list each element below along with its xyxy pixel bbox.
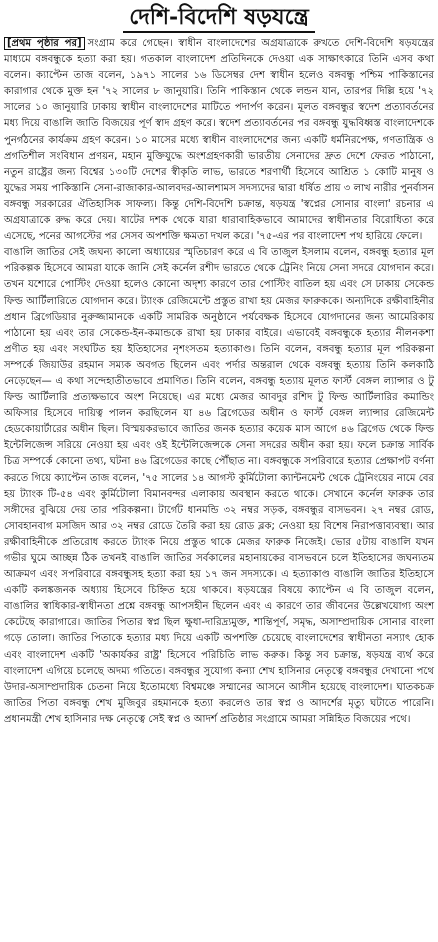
- paragraph-1-text: সংগ্রাম করে গেছেন। স্বাধীন বাংলাদেশের অগ্রযাত্রাকে রুখতে দেশি-বিদেশি ষড়যন্ত্রের মাধ্যমে বঙ্গবন্ধুকে হত্যা করা হয়। গতকাল বাংলাদেশ প্রতিদিনকে দেওয়া এক সাক্ষাৎকারে তিনি এসব কথা বলেন। ক্যাপ্টেন তাজ বলেন, ১৯৭১ সালের ১৬ ডিসেম্বর দেশ স্বাধীন হলেও বঙ্গবন্ধু পশ্চিম পাকিস্তানের কারাগার থেকে মুক্ত হন '৭২ সালের ৮ জানুয়ারি। তিনি পাকিস্তান থেকে লন্ডন যান, তারপর দিল্লি হয়ে '৭২ সালের ১০ জানুয়ারি ঢাকায় স্বাধীন বাংলাদেশের মাটিতে পদার্পণ করেন। মূলত বঙ্গবন্ধুর স্বদেশ প্রত্যাবর্তনের মধ্য দিয়ে বাঙালি জাতি বিজয়ের পূর্ণ স্বাদ গ্রহণ করে। স্বদেশ প্রত্যাবর্তনের পর বঙ্গবন্ধু যুদ্ধবিধ্বস্ত বাংলাদেশকে পুনর্গঠনের কার্যক্রম গ্রহণ করেন। ১০ মাসের মধ্যে স্বাধীন বাংলাদেশের জন্য একটি ধর্মনিরপেক্ষ, গণতান্ত্রিক ও প্রগতিশীল সংবিধান প্রণয়ন, মহান মুক্তিযুদ্ধে অংশগ্রহণকারী ভারতীয় সেনাদের দ্রুত দেশে ফেরত পাঠানো, নতুন রাষ্ট্রের জন্য বিশ্বের ১৩০টি দেশের স্বীকৃতি লাভ, ভারতে শরণার্থী হিসেবে আশ্রিত ১ কোটি মানুষ ও যুদ্ধের সময় পাকিস্তানি সেনা-রাজাকার-আলবদর-আলশামস সদস্যদের দ্বারা ধর্ষিত প্রায় ৩ লাখ নারীর পুনর্বাসন বঙ্গবন্ধু সরকারের ঐতিহাসিক সাফল্য। কিন্তু দেশি-বিদেশি চক্রান্ত, ষড়যন্ত্র 'স্বপ্নের সোনার বাংলা' রচনার এ অগ্রযাত্রাকে রুদ্ধ করে দেয়। ষাটের দশক থেকে যারা ধারাবাহিকভাবে আমাদের স্বাধীনতার বিরোধিতা করে এসেছে, পনের আগস্টের পর সেসব অপশক্তি ক্ষমতা দখল করে। '৭৫-এর পর বাংলাদেশ পথ হারিয়ে ফেলে।: [4, 38, 434, 243]
- headline-container: [4, 4, 434, 32]
- headline: দেশি-বিদেশি ষড়যন্ত্রে: [123, 4, 314, 33]
- article-paragraph-1: [4, 36, 434, 245]
- article-paragraph-2: বাঙালি জাতির সেই জঘন্য কালো অধ্যায়ের স্মৃতিচারণ করে এ বি তাজুল ইসলাম বলেন, বঙ্গবন্ধু হত্যার মূল পরিকল্পক হিসেবে আমরা যাকে জানি সেই কর্নেল রশীদ ভারতে থেকে ট্রেনিং নিয়ে সেনা সদরে যোগদান করে। তখন যশোরে পোস্টিং দেওয়া হলেও কোনো অদৃশ্য কারণে তার পোস্টিং বাতিল হয় এবং সে ঢাকায় সেকেন্ড ফিল্ড আর্টিলারিতে যোগদান করে। ট্যাংক রেজিমেন্টে প্রস্তুত রাখা হয় মেজর ফারুককে। অন্যদিকে রক্ষীবাহিনীর প্রধান ব্রিগেডিয়ার নুরুজ্জামানকে একটি সামরিক অনুষ্ঠানে পর্যবেক্ষক হিসেবে যোগদানের জন্য আমেরিকায় পাঠানো হয় এবং তার সেকেন্ড-ইন-কমান্ডকে রাখা হয় ঢাকার বাইরে। এভাবেই বঙ্গবন্ধুকে হত্যার নীলনকশা প্রণীত হয় এবং সংঘটিত হয় ইতিহাসের নৃশংসতম হত্যাকাণ্ড। তিনি বলেন, বঙ্গবন্ধু হত্যার মূল পরিকল্পনা সম্পর্কে জিয়াউর রহমান সম্যক অবগত ছিলেন এবং পর্দার অন্তরাল থেকে বঙ্গবন্ধু হত্যায় তিনি কলকাঠি নেড়েছেন— এ কথা সন্দেহাতীতভাবে প্রমাণিত। তিনি বলেন, বঙ্গবন্ধু হত্যায় মূলত ফার্স্ট বেঙ্গল ল্যান্সার ও টু ফিল্ড আর্টিলারি প্রত্যক্ষভাবে অংশ নিয়েছে। এর মধ্যে মেজর আবদুর রশিদ টু ফিল্ড আর্টিলারির কমান্ডিং অফিসার হিসেবে দায়িত্ব পালন করছিলেন যা ৪৬ ব্রিগেডের অধীন ও ফার্স্ট বেঙ্গল ল্যান্সার রেজিমেন্ট হেডকোয়ার্টারের অধীন ছিল। বিস্ময়করভাবে জাতির জনক হত্যার কয়েক মাস আগে ৪৬ ব্রিগেড থেকে ফিল্ড ইন্টেলিজেন্স সরিয়ে নেওয়া হয় এবং ওই ইন্টেলিজেন্সকে সেনা সদরের অধীন করা হয়। ফলে চক্রান্ত সার্বিক চিত্র সম্পর্কে কোনো তথ্য, ঘটনা ৪৬ ব্রিগেডের কাছে পৌঁছাত না। বঙ্গবন্ধুকে সপরিবারে হত্যার প্রেক্ষাপট বর্ণনা করতে গিয়ে ক্যাপ্টেন তাজ বলেন, '৭৫ সালের ১৪ আগস্ট কুর্মিটোলা ক্যান্টনমেন্ট থেকে ট্রেনিংয়ের নামে বের হয় ট্যাংক টি-৫৪ এবং কুর্মিটোলা বিমানবন্দর এলাকায় অবস্থান করতে থাকে। সেখানে কর্নেল ফারুক তার সঙ্গীদের বুঝিয়ে দেয় তার পরিকল্পনা। টার্গেট ধানমন্ডি ৩২ নম্বর সড়ক, বঙ্গবন্ধুর বাসভবন। ২৭ নম্বর রোড, সোবহানবাগ মসজিদ আর ৩২ নম্বর রোডে তৈরি করা হয় রোড ব্লক; নেওয়া হয় বিশেষ নিরাপত্তাব্যবস্থা। আর রক্ষীবাহিনীকে প্রতিরোধ করতে ট্যাংক নিয়ে প্রস্তুত থাকে মেজর ফারুক নিজেই। ভোর ৫টায় বাঙালি যখন গভীর ঘুমে আচ্ছন্ন ঠিক তখনই বাঙালি জাতির সর্বকালের মহানায়কের বাসভবনে চলে ইতিহাসের জঘন্যতম আক্রমণ এবং সপরিবারে বঙ্গবন্ধুসহ হত্যা করা হয় ১৭ জন সদস্যকে। এ হত্যাকাণ্ড বাঙালি জাতির ইতিহাসে একটি কলঙ্কজনক অধ্যায় হিসেবে চিহ্নিত হয়ে থাকবে। ষড়যন্ত্রের বিষয়ে ক্যাপ্টেন এ বি তাজুল বলেন, বাঙালির স্বাধিকার-স্বাধীনতা প্রশ্নে বঙ্গবন্ধু আপসহীন ছিলেন এবং এ কারণে তার জীবনের উল্লেখযোগ্য অংশ কেটেছে কারাগারে। জাতির পিতার স্বপ্ন ছিল ক্ষুধা-দারিদ্র্যমুক্ত, শান্তিপূর্ণ, সমৃদ্ধ, অসাম্প্রদায়িক সোনার বাংলা গড়ে তোলা। জাতির পিতাকে হত্যার মধ্য দিয়ে একটি অপশক্তি চেয়েছে বাংলাদেশের স্বাধীনতা নস্যাৎ হোক এবং বাংলাদেশ একটি 'অকার্যকর রাষ্ট্র' হিসেবে পরিচিতি লাভ করুক। কিন্তু সব চক্রান্ত, ষড়যন্ত্র ব্যর্থ করে বাংলাদেশ এগিয়ে চলেছে অদম্য গতিতে। বঙ্গবন্ধুর সুযোগ্য কন্যা শেখ হাসিনার নেতৃত্বে বঙ্গবন্ধুর দেখানো পথে উদার-অসাম্প্রদায়িক চেতনা নিয়ে ইতোমধ্যে বিশ্বমঞ্চে সম্মানের আসনে আসীন হয়েছে বাংলাদেশ। ঘাতকচক্র জাতির পিতা বঙ্গবন্ধু শেখ মুজিবুর রহমানকে হত্যা করলেও তার স্বপ্ন ও আদর্শের মৃত্যু ঘটাতে পারেনি। প্রধানমন্ত্রী শেখ হাসিনার দক্ষ নেতৃত্বে সেই স্বপ্ন ও আদর্শ প্রতিষ্ঠার সংগ্রামে আমরা সন্নিহিত বিজয়ের পথে।: [4, 247, 434, 725]
- article-body: [4, 36, 434, 728]
- continued-from-front-label: [প্রথম পৃষ্ঠার পর]: [4, 37, 85, 50]
